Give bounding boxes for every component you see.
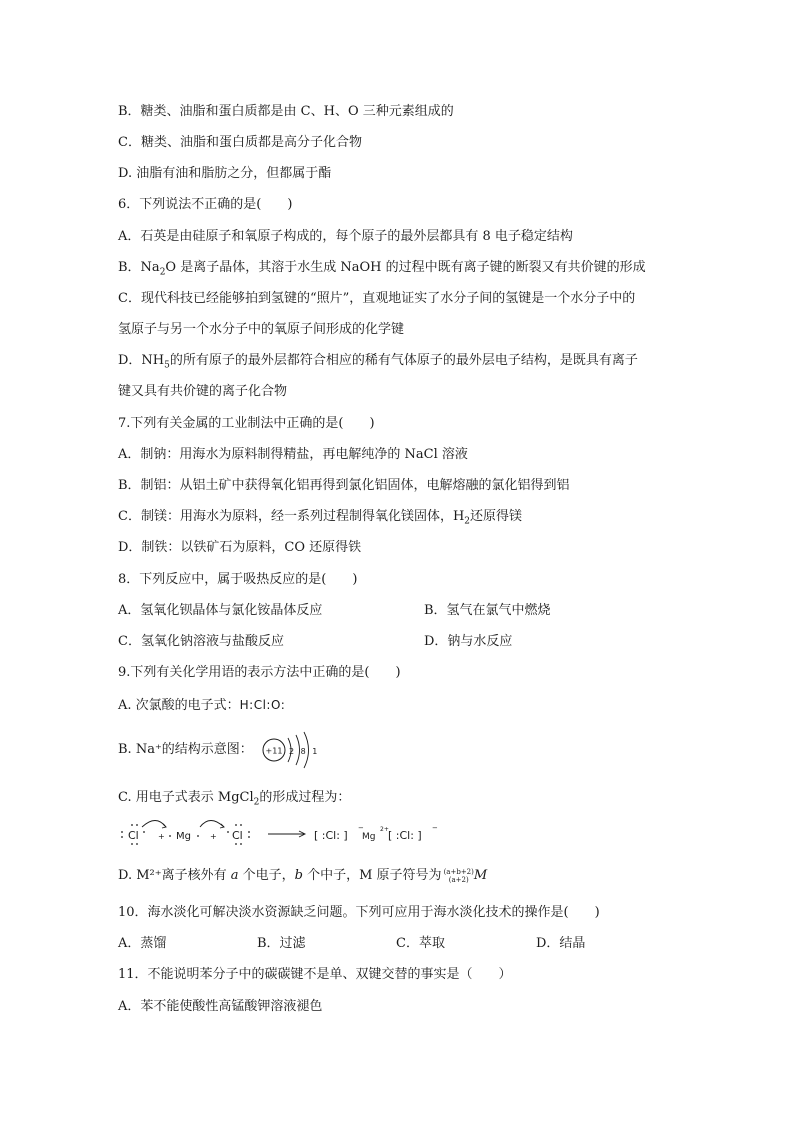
option-5d: D. 油脂有油和脂肪之分，但都属于酯 — [118, 166, 332, 181]
minus-charge-1: − — [358, 824, 364, 832]
var-b: b — [294, 868, 303, 883]
option-6d-line2: 键又具有共价键的离子化合物 — [118, 384, 288, 399]
question-7: 7.下列有关金属的工业制法中正确的是( ) — [118, 416, 375, 431]
na-ion-structure-diagram — [258, 730, 322, 774]
option-11a: A．苯不能使酸性高锰酸钾溶液褪色 — [118, 999, 323, 1014]
right-cl-1: [ :Cl: ] — [314, 829, 348, 842]
option-7c-text-2: 还原得镁 — [470, 509, 523, 524]
mg-atom: Mg — [176, 831, 191, 842]
option-9c-text-1: C. 用电子式表示 MgCl — [118, 790, 254, 805]
option-9c-text-2: 的形成过程为： — [259, 790, 351, 805]
option-6b — [118, 259, 646, 282]
question-11: 11．不能说明苯分子中的碳碳键不是单、双键交替的事实是（ ） — [118, 967, 512, 982]
option-10c: C．萃取 — [396, 936, 445, 951]
option-10a: A．蒸馏 — [118, 936, 167, 951]
left-cl-1: Cl — [128, 829, 139, 842]
option-9d — [118, 867, 487, 885]
option-7c-text-1: C．制镁：用海水为原料，经一系列过程制得氧化镁固体，H — [118, 509, 465, 524]
option-9b: B. Na⁺的结构示意图： — [118, 742, 253, 757]
option-6d-sub: 5 — [164, 360, 170, 371]
option-9d-text-2: 个电子， — [238, 868, 295, 883]
option-9a — [118, 696, 285, 715]
option-9c — [118, 789, 350, 812]
symbol-m: M — [473, 868, 488, 883]
option-7b: B．制铝：从铝土矿中获得氧化铝再得到氯化铝固体，电解熔融的氯化铝得到铝 — [118, 478, 570, 493]
option-8a: A．氢氧化钡晶体与氯化铵晶体反应 — [118, 603, 323, 618]
option-6b-text-1: B．Na — [118, 260, 160, 275]
option-6c-line2: 氢原子与另一个水分子中的氧原子间形成的化学键 — [118, 322, 405, 337]
hclo-electron-formula: H:Cl:O: — [239, 698, 286, 712]
option-6d-line1 — [118, 352, 638, 375]
option-6a: A．石英是由硅原子和氧原子构成的，每个原子的最外层都具有 8 电子稳定结构 — [118, 229, 573, 244]
option-6d-text-2: 的所有原子的最外层都符合相应的稀有气体原子的最外层电子结构，是既具有离子 — [169, 353, 638, 368]
plus-sign-1: + — [158, 832, 165, 841]
option-8c: C．氢氧化钠溶液与盐酸反应 — [118, 634, 284, 649]
shell-electrons: 2 8 1 — [289, 747, 320, 756]
mg-ion: Mg — [362, 832, 376, 842]
question-6: 6．下列说法不正确的是( ) — [118, 197, 293, 212]
minus-charge-2: − — [432, 824, 438, 832]
option-6d-text-1: D．NH — [118, 353, 165, 368]
nucleus-charge: +11 — [265, 746, 283, 756]
option-7c-sub: 2 — [464, 516, 471, 527]
right-cl-2: [ :Cl: ] — [388, 829, 422, 842]
option-9c-sub: 2 — [253, 797, 260, 808]
var-a: a — [230, 868, 239, 883]
option-9a-text: A. 次氯酸的电子式： — [118, 698, 240, 713]
option-8d: D．钠与水反应 — [424, 634, 513, 649]
option-10d: D．结晶 — [536, 936, 586, 951]
option-5b: B．糖类、油脂和蛋白质都是由 C、H、O 三种元素组成的 — [118, 104, 454, 119]
mg-charge: 2+ — [380, 826, 389, 833]
option-10b: B．过滤 — [257, 936, 306, 951]
option-9d-text-3: 个中子，M 原子符号为 — [302, 868, 442, 883]
option-8b: B．氢气在氯气中燃烧 — [424, 603, 551, 618]
option-6b-text-2: O 是离子晶体，其溶于水生成 NaOH 的过程中既有离子键的断裂又有共价键的形成 — [165, 260, 646, 275]
atomic-number: (a+2) — [448, 875, 469, 884]
option-7a: A．制钠：用海水为原料制得精盐，再电解纯净的 NaCl 溶液 — [118, 447, 468, 462]
option-7c — [118, 508, 522, 531]
question-9: 9.下列有关化学用语的表示方法中正确的是( ) — [118, 665, 401, 680]
nuclide-notation — [444, 868, 474, 884]
mass-number: (a+b+2) — [443, 867, 474, 876]
plus-sign-2: + — [210, 832, 217, 841]
option-6b-sub: 2 — [159, 267, 166, 278]
option-6c-line1: C．现代科技已经能够拍到氢键的“照片”，直观地证实了水分子间的氢键是一个水分子中的 — [118, 291, 636, 306]
left-cl-2: Cl — [232, 829, 243, 842]
option-7d: D．制铁：以铁矿石为原料，CO 还原得铁 — [118, 540, 362, 555]
option-9d-text-1: D. M²⁺离子核外有 — [118, 868, 231, 883]
question-10: 10．海水淡化可解决淡水资源缺乏问题。下列可应用于海水淡化技术的操作是( ) — [118, 905, 600, 920]
option-5c: C．糖类、油脂和蛋白质都是高分子化合物 — [118, 135, 362, 150]
question-8: 8．下列反应中，属于吸热反应的是( ) — [118, 572, 358, 587]
mgcl2-formation-diagram — [118, 814, 448, 850]
